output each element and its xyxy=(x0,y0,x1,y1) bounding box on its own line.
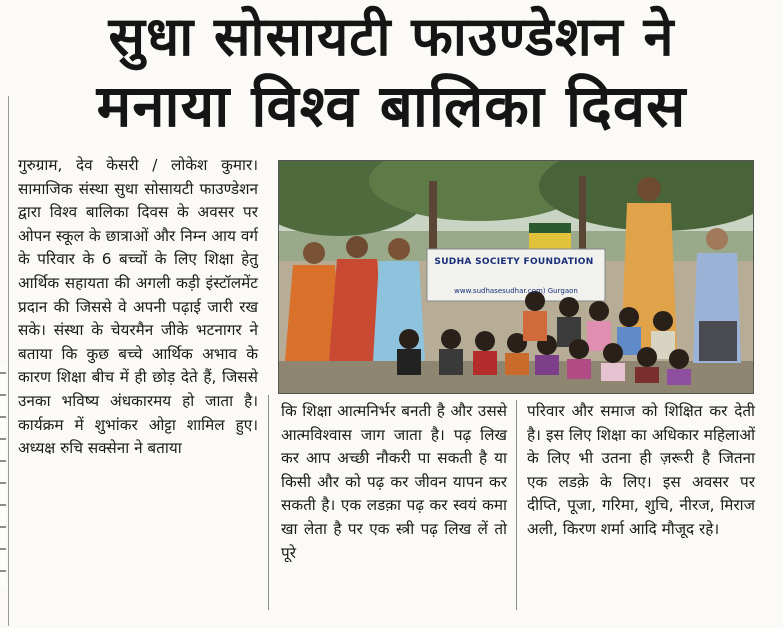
headline xyxy=(0,4,783,142)
headline-line-2: मनाया विश्व बालिका दिवस xyxy=(96,72,687,140)
adjacent-column-edge xyxy=(0,96,9,626)
article-column-2 xyxy=(281,400,507,565)
article-text-3: परिवार और समाज को शिक्षित कर देती है। इस लिए शिक्षा का अधिकार महिलाओं के लिए भी उतना ही ज़रूरी है जितना एक लडक़े के लिए। इस अवसर पर दीप्ति, पूजा, गरिमा, शुचि, नीरज, मिराज अली, किरण शर्मा आदि मौजूद रहे। xyxy=(527,402,755,538)
headline-line-1: सुधा सोसायटी फाउण्डेशन ने xyxy=(108,5,675,68)
column-divider-2 xyxy=(516,400,517,610)
banner-title: SUDHA SOCIETY FOUNDATION xyxy=(434,257,594,267)
article-text-1: गुरुग्राम, देव केसरी / लोकेश कुमार। सामाजिक संस्था सुधा सोसायटी फाउण्डेशन द्वारा विश्व बालिका दिवस के अवसर पर ओपन स्कूल के छात्राओं और निम्न आय वर्ग के परिवार के 6 बच्चों के लिए शिक्षा हेतु आर्थिक सहायता की अगली कड़ी इंस्टॉलमेंट प्रदान की जिससे वे अपनी पढ़ाई जारी रख सके। संस्था के चेयरमैन जीके भटनागर ने बताया कि कुछ बच्चे आर्थिक अभाव के कारण शिक्षा बीच में ही छोड़ देते हैं, जिससे उनका भविष्य अंधकारमय हो जाता है। कार्यक्रम में शुभांकर ओट्टा शामिल हुए। अध्यक्ष रुचि सक्सेना ने बताया xyxy=(18,156,258,458)
article-column-1 xyxy=(18,154,258,461)
article-text-2: कि शिक्षा आत्मनिर्भर बनती है और उससे आत्मविश्वास जाग जाता है। पढ़ लिख कर आप अच्छी नौकरी पा सकती है या किसी और को पढ़ कर जीवन यापन कर सकती है। एक लडक़ा पढ़ कर स्वयं कमा खा लेता है पर एक स्त्री पढ़ लिख लें तो पूरे xyxy=(281,402,507,562)
banner-url: www.sudhasesudhar.com) Gurgaon xyxy=(454,287,578,295)
article-column-3 xyxy=(527,400,755,542)
event-photo xyxy=(278,160,754,394)
column-divider-1 xyxy=(268,395,269,610)
